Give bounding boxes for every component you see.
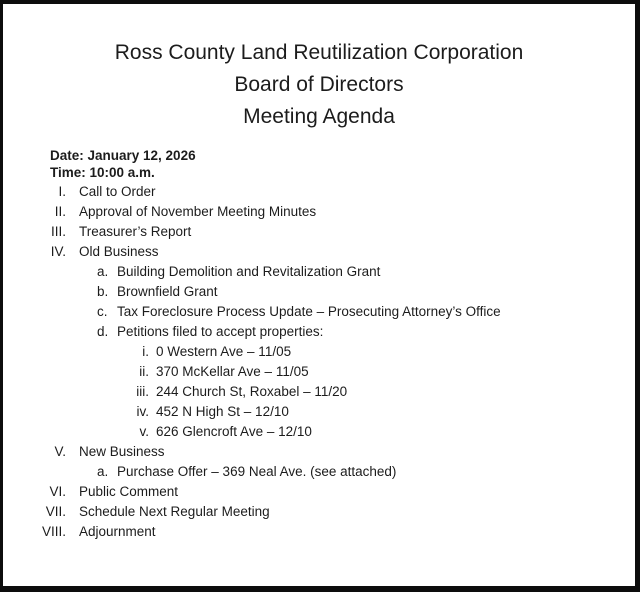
agenda-item-marker: i. [142, 344, 149, 359]
agenda-item-text: Schedule Next Regular Meeting [79, 504, 270, 519]
meeting-date: Date: January 12, 2026 [50, 148, 196, 163]
agenda-item-text: Brownfield Grant [117, 284, 218, 299]
agenda-property-item [3, 362, 635, 382]
agenda-item [3, 202, 635, 222]
meeting-time: Time: 10:00 a.m. [50, 165, 155, 180]
agenda-item-text: Purchase Offer – 369 Neal Ave. (see attached) [117, 464, 397, 479]
agenda-item-text: Approval of November Meeting Minutes [79, 204, 317, 219]
agenda-item-marker: d. [97, 324, 109, 339]
agenda-item-marker: III. [50, 224, 66, 239]
agenda-item-marker: VII. [45, 504, 66, 519]
agenda-item-marker: VI. [49, 484, 66, 499]
agenda-item-marker: b. [97, 284, 109, 299]
agenda-property-item [3, 422, 635, 442]
agenda-item [3, 242, 635, 262]
agenda-item-text: Public Comment [79, 484, 179, 499]
agenda-item-text: New Business [79, 444, 165, 459]
agenda-item-text: Building Demolition and Revitalization Grant [117, 264, 381, 279]
agenda-item [3, 442, 635, 462]
agenda-list [3, 182, 635, 542]
agenda-item-marker: a. [97, 464, 109, 479]
agenda-subitem [3, 462, 635, 482]
agenda-item-marker: c. [97, 304, 108, 319]
agenda-item [3, 182, 635, 202]
agenda-item-text: 452 N High St – 12/10 [156, 404, 289, 419]
agenda-item [3, 222, 635, 242]
agenda-property-item [3, 382, 635, 402]
agenda-item-text: 244 Church St, Roxabel – 11/20 [156, 384, 348, 399]
agenda-item-text: Petitions filed to accept properties: [117, 324, 324, 339]
agenda-item-marker: ii. [139, 364, 149, 379]
agenda-item [3, 502, 635, 522]
agenda-property-item [3, 402, 635, 422]
agenda-item-marker: v. [139, 424, 149, 439]
agenda-item-marker: VIII. [41, 524, 66, 539]
agenda-subitem [3, 322, 635, 342]
agenda-item-marker: V. [54, 444, 66, 459]
agenda-item-text: Old Business [79, 244, 159, 259]
agenda-item-text: Call to Order [79, 184, 156, 199]
agenda-item-marker: iii. [136, 384, 149, 399]
agenda-item-text: 0 Western Ave – 11/05 [156, 344, 292, 359]
agenda-item [3, 522, 635, 542]
document-title [3, 37, 635, 133]
agenda-item-text: 626 Glencroft Ave – 12/10 [156, 424, 312, 439]
agenda-item-text: Tax Foreclosure Process Update – Prosecuting Attorney’s Office [117, 304, 501, 319]
meeting-meta [50, 147, 635, 181]
agenda-subitem [3, 302, 635, 322]
agenda-item-marker: I. [58, 184, 66, 199]
title-line-board: Board of Directors [234, 73, 404, 96]
agenda-item-marker: IV. [50, 244, 66, 259]
title-line-organization: Ross County Land Reutilization Corporation [114, 41, 524, 64]
agenda-subitem [3, 262, 635, 282]
agenda-item-marker: a. [97, 264, 109, 279]
agenda-item-text: 370 McKellar Ave – 11/05 [156, 364, 309, 379]
title-line-agenda: Meeting Agenda [243, 105, 395, 128]
agenda-item-text: Treasurer’s Report [79, 224, 192, 239]
agenda-item-marker: iv. [136, 404, 149, 419]
agenda-item-text: Adjournment [79, 524, 156, 539]
agenda-subitem [3, 282, 635, 302]
agenda-property-item [3, 342, 635, 362]
agenda-item-marker: II. [54, 204, 66, 219]
agenda-item [3, 482, 635, 502]
